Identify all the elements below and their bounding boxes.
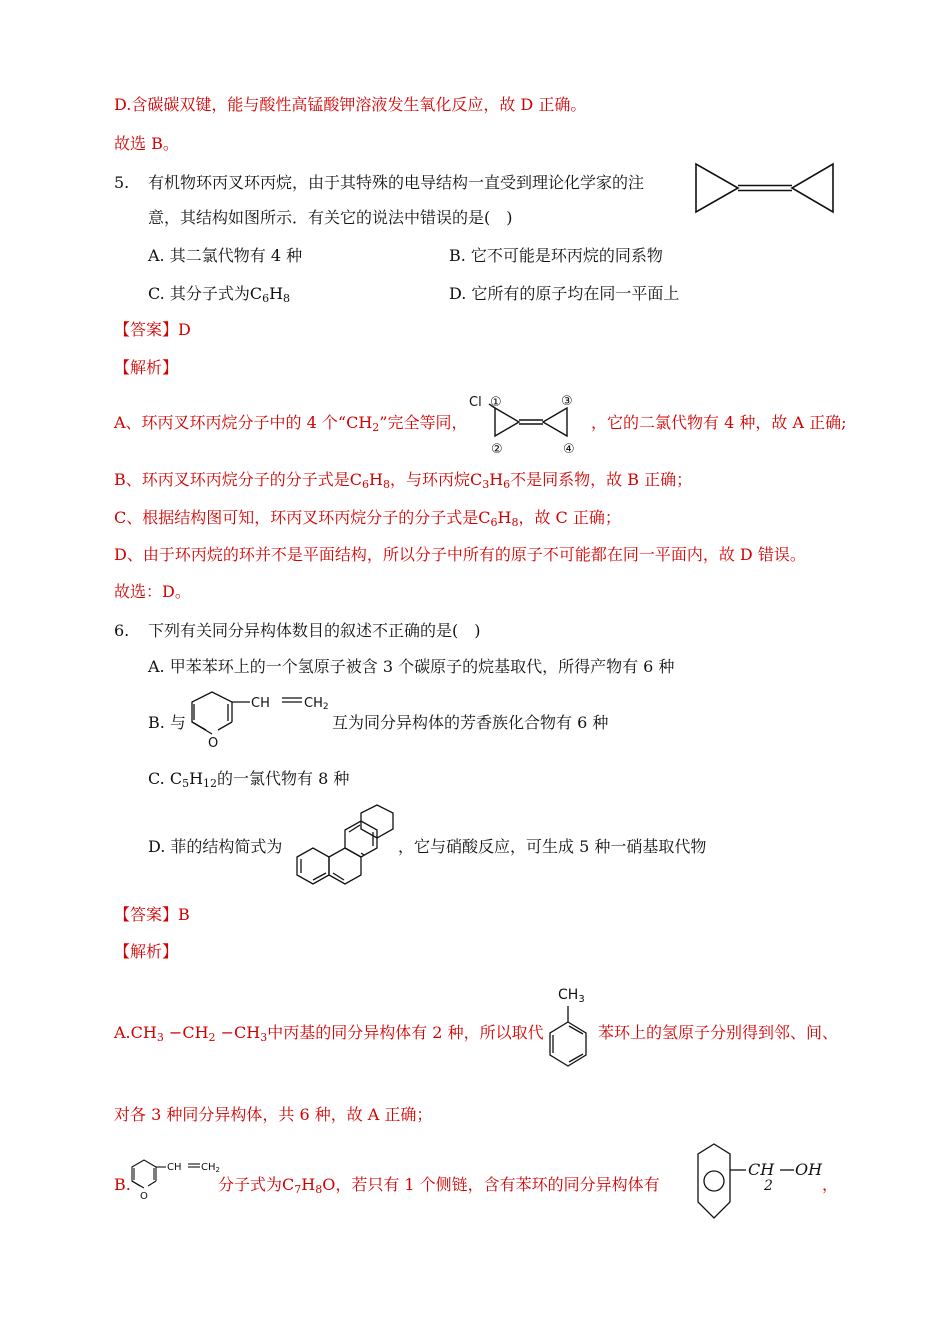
fig-b-ch2: $CH_2$: [201, 1162, 220, 1174]
prev-conclusion: 故选 B。: [114, 134, 179, 153]
fig-oxygen: O: [208, 736, 219, 751]
q5-analysis-label: 【解析】: [114, 358, 179, 377]
fig-b-ch: CH: [167, 1162, 182, 1173]
q5-numbered-structure: [463, 390, 591, 460]
q5-option-a: A. 其二氯代物有 4 种: [148, 246, 303, 265]
q5-analysis-b: B、环丙叉环丙烷分子的分子式是$C_6H_8$，与环丙烷$C_3H_6$不是同系物，故 B 正确；: [114, 470, 693, 491]
fig-position-4: ④: [563, 442, 575, 457]
q5-conclusion: 故选：D。: [114, 582, 191, 601]
q5-analysis-d: D、由于环丙烷的环并不是平面结构，所以分子中所有的原子不可能都在同一平面内，故 D 错误。: [114, 545, 806, 564]
q6-analysis-b-tail: ，: [822, 1175, 839, 1194]
q6-analysis-a: $A.CH_3 -CH_2 -CH_3$中丙基的同分异构体有 2 种，所以取代: [114, 1023, 544, 1044]
q6-analysis-a-tail: 苯环上的氢原子分别得到邻、间、: [598, 1023, 839, 1042]
q6-option-d-text: ，它与硝酸反应，可生成 5 种一硝基取代物: [398, 837, 707, 856]
fig-b-oxygen: O: [140, 1191, 148, 1202]
q5-stem-line1: 有机物环丙叉环丙烷，由于其特殊的电导结构一直受到理论化学家的注: [148, 173, 645, 192]
fig-ch3: $CH_3$: [558, 987, 585, 1005]
fig-benzyl-oh: OH: [795, 1160, 823, 1179]
q5-option-b: B. 它不可能是环丙烷的同系物: [449, 246, 663, 265]
q5-option-c: C. 其分子式为$C_6H_8$: [148, 284, 291, 305]
q6-analysis-b-structure: [128, 1156, 218, 1206]
q6-option-b-prefix: B. 与: [148, 713, 186, 732]
q6-number: 6.: [114, 621, 130, 640]
fig-ch2: CH2: [304, 696, 329, 712]
q6-analysis-label: 【解析】: [114, 942, 179, 961]
q5-stem-line2: 意，其结构如图所示．有关它的说法中错误的是( ): [148, 208, 513, 227]
q6-benzyl-alcohol-structure: [694, 1140, 824, 1224]
q5-number: 5.: [114, 173, 130, 192]
q5-answer: 【答案】D: [114, 320, 191, 339]
q5-option-d: D. 它所有的原子均在同一平面上: [449, 284, 680, 303]
fig-position-2: ②: [491, 442, 503, 457]
q6-analysis-b: 分子式为$C_7H_8O$，若只有 1 个侧链，含有苯环的同分异构体有: [218, 1175, 660, 1196]
fig-position-1: ①: [490, 395, 502, 410]
q6-stem: 下列有关同分异构体数目的叙述不正确的是( ): [148, 621, 481, 640]
q6-toluene-structure: [538, 982, 600, 1082]
q5-analysis-a: A、环丙叉环丙烷分子中的 4 个“$CH_2$”完全等同，: [114, 413, 468, 434]
q6-phenanthrene-structure: [292, 803, 398, 889]
q5-structure-figure: [694, 162, 836, 214]
fig-ch: CH: [251, 696, 270, 711]
q6-option-b-structure: [188, 688, 332, 752]
q6-analysis-a-line2: 对各 3 种同分异构体，共 6 种，故 A 正确；: [114, 1105, 433, 1124]
fig-position-3: ③: [561, 394, 573, 409]
prev-option-d-analysis: D.含碳碳双键，能与酸性高锰酸钾溶液发生氧化反应，故 D 正确。: [114, 95, 587, 114]
q6-option-b-text: 互为同分异构体的芳香族化合物有 6 种: [332, 713, 609, 732]
fig-benzyl-2: 2: [764, 1178, 773, 1194]
fig-benzyl-ch: CH: [748, 1160, 775, 1179]
q5-analysis-a-tail: ，它的二氯代物有 4 种，故 A 正确;: [591, 413, 847, 432]
q5-analysis-c: C、根据结构图可知，环丙叉环丙烷分子的分子式是$C_6H_8$，故 C 正确；: [114, 508, 621, 529]
q6-answer: 【答案】B: [114, 905, 190, 924]
q6-option-d-prefix: D. 菲的结构简式为: [148, 837, 283, 856]
q6-option-c: C. $C_5H_{12}$的一氯代物有 8 种: [148, 769, 350, 790]
q6-option-a: A. 甲苯苯环上的一个氢原子被含 3 个碳原子的烷基取代，所得产物有 6 种: [148, 657, 675, 676]
q6-analysis-b-prefix: B.: [114, 1175, 131, 1194]
fig-cl-label: Cl: [469, 395, 482, 410]
